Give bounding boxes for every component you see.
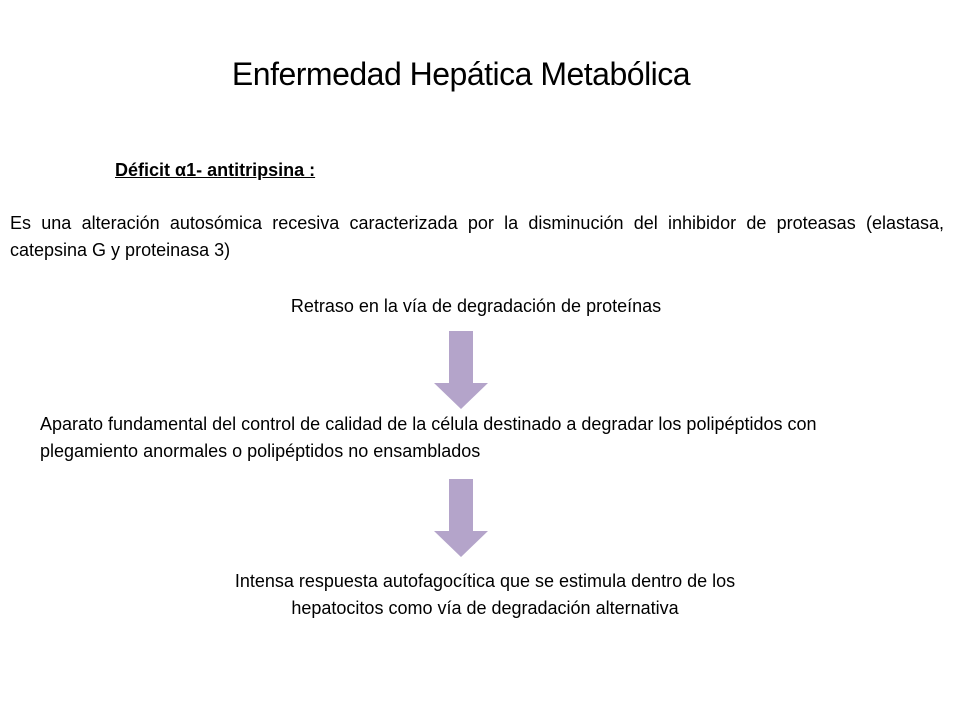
arrow-down-icon (434, 479, 488, 557)
flow-step-3: Intensa respuesta autofagocítica que se estimula dentro de los hepatocitos como vía de degradación alternativa (234, 571, 736, 618)
slide-title: Enfermedad Hepática Metabólica (231, 56, 691, 92)
section-subtitle: Déficit α1- antitripsina : (115, 160, 316, 180)
flow-step-1: Retraso en la vía de degradación de proteínas (290, 296, 662, 316)
arrow-shape (434, 479, 488, 557)
arrow-shape (434, 331, 488, 409)
intro-paragraph: Es una alteración autosómica recesiva caracterizada por la disminución del inhibidor de proteasas (elastasa, catepsina G y proteinasa 3) (10, 213, 944, 260)
flow-step-2: Aparato fundamental del control de calidad de la célula destinado a degradar los polipéptidos con plegamiento anormales o polipéptidos no ensamblados (40, 414, 817, 461)
arrow-down-icon (434, 331, 488, 409)
